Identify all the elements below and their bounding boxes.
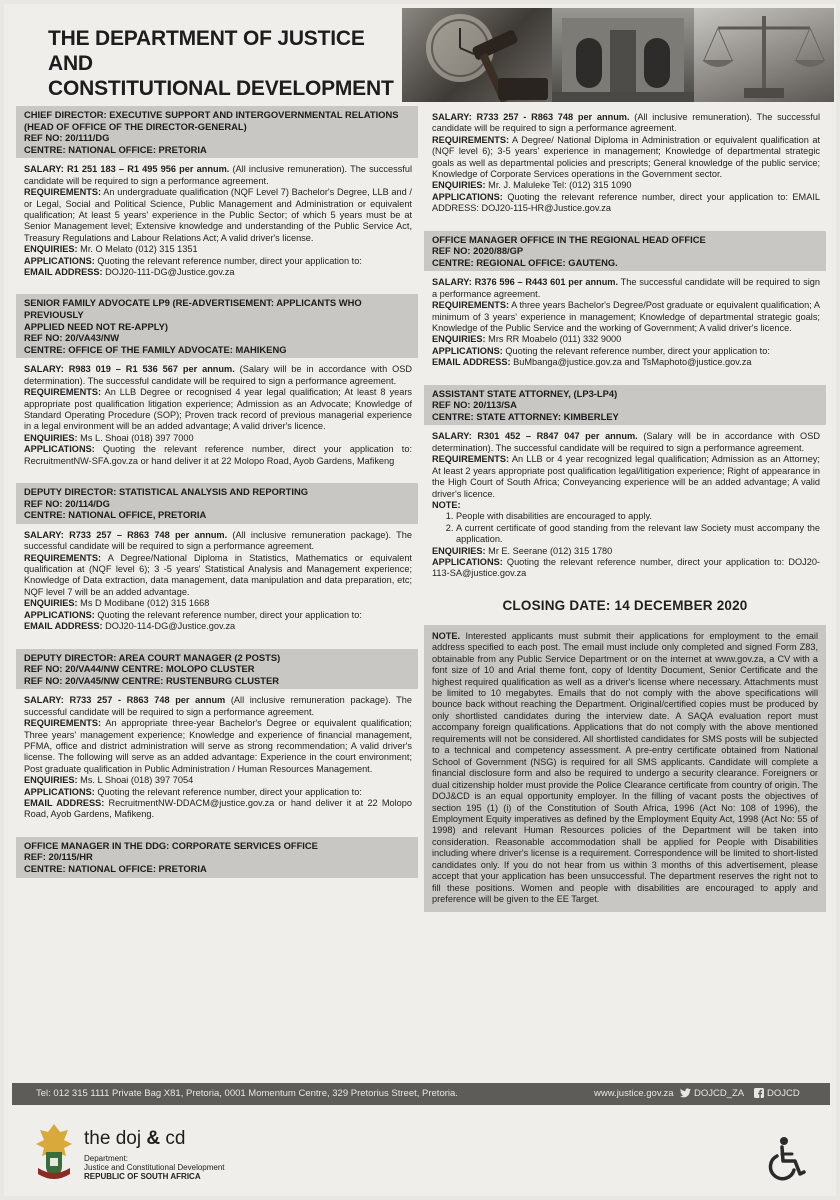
job-header	[16, 294, 418, 358]
job-office-manager-ddg	[16, 837, 418, 878]
job-body	[16, 158, 418, 282]
ref-no: REF NO: 20/111/DG	[24, 132, 110, 144]
job-area-court-manager	[16, 649, 418, 825]
salary-text: The successful candidate will be required to sign a performance agreement.	[432, 277, 820, 299]
job-body	[424, 106, 826, 219]
email-label: EMAIL ADDRESS:	[432, 357, 511, 368]
salary-value: R1 251 183 – R1 495 956 per annum.	[67, 164, 230, 175]
salary-text: (Salary will be in accordance with OSD determination). The successful candidate will be required to sign a performance agreement.	[24, 364, 412, 386]
job-body	[16, 689, 418, 824]
job-title: OFFICE MANAGER IN THE DDG: CORPORATE SERVICES OFFICE	[24, 839, 318, 851]
contact-details: Tel: 012 315 1111 Private Bag X81, Pretoria, 0001 Momentum Centre, 329 Pretorius Street, Pretoria.	[36, 1088, 458, 1099]
enquiries-text: Mrs RR Moabelo (011) 332 9000	[485, 334, 622, 345]
applications-text: Quoting the relevant reference number, direct your application to:	[94, 609, 362, 620]
enquiries-text: Mr E. Seerane (012) 315 1780	[485, 545, 613, 556]
closing-date: CLOSING DATE: 14 DECEMBER 2020	[502, 597, 748, 613]
applications-text: Quoting the relevant reference number, direct your application to:	[94, 255, 362, 266]
left-column	[16, 106, 418, 890]
email-address[interactable]: BuMbanga@justice.gov.za and TsMaphoto@justice.gov.za	[510, 357, 752, 368]
note-label: NOTE.	[432, 630, 461, 641]
requirements-label: REQUIREMENTS:	[432, 454, 510, 465]
salary-label: SALARY:	[432, 112, 472, 122]
salary-text: (All inclusive remuneration). The successful candidate will be required to sign a performance agreement.	[432, 112, 820, 134]
enquiries-text: Ms L. Shoai (018) 397 7000	[77, 432, 194, 443]
applications-text: Quoting the relevant reference number, direct your application to:	[502, 345, 770, 356]
salary-label: SALARY:	[432, 431, 472, 442]
salary-text: (All inclusive remuneration package). The successful candidate will be required to sign a performance agreement.	[24, 695, 412, 717]
brand-name	[84, 1128, 185, 1150]
requirements-label: REQUIREMENTS:	[24, 187, 102, 198]
note-text: Interested applicants must submit their applications for employment to the email address specified to each post. The email must include only completed and signed Form Z83, obtainable from any Public Service Department or on the internet at www.gov.za, a CV with a font size of 10 and Arial theme font, copy of Identity Document, Senior Certificate and the highest required qualification as well as a driver's license where necessary. Attachments must be limited to 10 megabytes. Emails that do not comply with the above specifications will bounce back without reaching the Department. Original/certified copies must be produced by only shortlisted candidates during the interview date. A SAQA evaluation report must accompany foreign qualifications. Applications that do not comply with the above mentioned requirements will not be considered. All shortlisted candidates for SMS posts will be subjected to a technical and competency assessment. A pre-entry certificate obtained from National School of Government (NSG) is required for all SMS applicants. Candidate will complete a financial disclosure form and also be required to undergo a security clearance. Foreigners or dual citizenship holder must provide the Police Clearance certificate from country of origin. The DOJ&CD is an equal opportunity employer. In the filling of vacant posts the objectives of section 195 (1) (i) of the Constitution of South Africa, 1996 (Act No: 108 of 1996), the Employment Equity imperatives as defined by the Employment Equity Act, 1998 (Act No: 55 of 1998) and relevant Human Resources policies of the Department will be taken into consideration. Reasonable accommodation shall be applied for People with Disabilities including where driver's license is a requirement. Correspondence will be limited to short-listed candidates only. If you do not hear from us within 3 months of this advertisement, please accept that your application has been unsuccessful. The department reserves the right not to fill these positions. Women and people with disabilities are encouraged to apply and preference will be given to the EE Target.	[432, 630, 818, 905]
coat-of-arms-icon	[32, 1122, 76, 1184]
dept-name: Justice and Constitutional Development	[84, 1163, 225, 1172]
job-body	[424, 425, 826, 583]
twitter-handle: DOJCD_ZA	[694, 1088, 745, 1099]
requirements-label: REQUIREMENTS:	[432, 134, 510, 145]
applications-text: Quoting the relevant reference number, direct your application to: EMAIL ADDRESS: DOJ20-115-HR@Justice.gov.za	[432, 191, 820, 214]
applications-label: APPLICATIONS:	[24, 444, 95, 455]
header	[10, 8, 830, 102]
requirements-text: A Degree/ National Diploma in Administration or equivalent qualification at (NQF level 6); 3-5 years' experience in management; Knowledge of departmental strategic goals as well as departmental policies and prescripts; General knowledge of the public service; Knowledge of Corporate Services operations in the Government sector.	[432, 134, 820, 180]
requirements-label: REQUIREMENTS:	[432, 300, 510, 311]
email-label: EMAIL ADDRESS:	[24, 267, 103, 278]
email-label: EMAIL ADDRESS:	[24, 621, 103, 632]
requirements-text: An undergraduate qualification (NQF Level 7) Bachelor's Degree, LLB and / or Legal, Social and Political Science, Public Management and Administration or equivalent qualification; At least 5 years' experience in the Public Sector; of which 5 years must be at Senior Management level; Extensive knowledge and understanding of the Public Service Act, Treasury Regulations and Labour Relations Act; A valid driver's license.	[24, 187, 412, 243]
job-title-cont: (HEAD OF OFFICE OF THE DIRECTOR-GENERAL)	[24, 120, 247, 132]
email-label: EMAIL ADDRESS:	[24, 797, 105, 808]
job-header	[16, 649, 418, 690]
applications-label: APPLICATIONS:	[24, 786, 95, 797]
job-header	[16, 483, 418, 524]
enquiries-label: ENQUIRIES:	[24, 244, 78, 255]
job-header	[16, 106, 418, 158]
salary-label: SALARY:	[432, 277, 472, 288]
requirements-label: REQUIREMENTS:	[24, 718, 102, 729]
salary-label: SALARY:	[24, 164, 64, 175]
facebook-handle: DOJCD	[767, 1088, 800, 1099]
applications-label: APPLICATIONS:	[432, 556, 503, 567]
enquiries-label: ENQUIRIES:	[432, 334, 486, 345]
salary-value: R301 452 – R847 047 per annum.	[477, 431, 638, 442]
enquiries-text: Ms D Modibane (012) 315 1668	[77, 598, 210, 609]
salary-value: R733 257 - R863 748 per annum	[69, 695, 226, 706]
twitter-icon	[680, 1088, 691, 1098]
job-title-cont: APPLIED NEED NOT RE-APPLY)	[24, 320, 168, 332]
job-header	[16, 837, 418, 878]
dept-label: Department:	[84, 1154, 129, 1163]
requirements-label: REQUIREMENTS:	[24, 552, 102, 563]
ref-no: REF NO: 20/114/DG	[24, 497, 110, 509]
enquiries-label: ENQUIRIES:	[24, 432, 78, 443]
job-body	[16, 358, 418, 471]
centre: CENTRE: NATIONAL OFFICE: PRETORIA	[24, 862, 207, 874]
job-title: SENIOR FAMILY ADVOCATE LP9 (RE-ADVERTISEMENT: APPLICANTS WHO PREVIOUSLY	[24, 297, 362, 321]
title-line-1: THE DEPARTMENT OF JUSTICE AND	[48, 27, 365, 75]
email-address[interactable]: DOJ20-114-DG@Justice.gov.za	[102, 621, 236, 632]
job-header	[424, 385, 826, 426]
general-note	[424, 625, 826, 912]
enquiries-label: ENQUIRIES:	[24, 598, 78, 609]
ref-no: REF: 20/115/HR	[24, 851, 93, 863]
right-column	[424, 106, 826, 912]
centre: CENTRE: OFFICE OF THE FAMILY ADVOCATE: MAHIKENG	[24, 343, 287, 355]
applications-text: Quoting the relevant reference number, direct your application to: RecruitmentNW-SFA.gov.za or hand deliver it at 22 Molopo Road, Ayob Gardens, Mafikeng	[24, 444, 412, 466]
requirements-text: An LLB or 4 year recognized legal qualification; Admission as an Attorney; At least 2 years appropriate post qualification legal/litigation experience; Right of appearance in the High Court of South Africa; Conveyancing experience will be an added advantage; A valid driver's licence.	[432, 454, 820, 499]
salary-label: SALARY:	[24, 529, 64, 540]
page-title	[48, 26, 398, 101]
enquiries-label: ENQUIRIES:	[24, 775, 78, 786]
brand-cd: cd	[165, 1128, 186, 1149]
job-title: DEPUTY DIRECTOR: AREA COURT MANAGER (2 POSTS)	[24, 651, 281, 663]
job-header	[424, 231, 826, 272]
twitter-link[interactable]	[680, 1083, 744, 1105]
requirements-label: REQUIREMENTS:	[24, 387, 102, 398]
ref-no: REF NO: 20/VA45/NW CENTRE: RUSTENBURG CLUSTER	[24, 674, 280, 686]
ref-no: REF NO: 20/VA43/NW	[24, 332, 120, 344]
centre: CENTRE: REGIONAL OFFICE: GAUTENG.	[432, 256, 618, 268]
requirements-text: An LLB Degree or recognised 4 year legal qualification; At least 8 years appropriate post qualification litigation experience; Admission as an Advocate; Knowledge of Standard Operating Procedure (SOP); Proven track record of previous managerial experience in a legal environment will be an added advantage; A valid driver's licence.	[24, 387, 412, 432]
note-label: NOTE:	[432, 499, 461, 510]
note-item: 2. A current certificate of good standing from the relevant law Society must accompany the application.	[456, 523, 820, 546]
job-title: ASSISTANT STATE ATTORNEY, (LP3-LP4)	[432, 387, 618, 399]
building-photo	[552, 8, 694, 102]
salary-value: R733 257 – R863 748 per annum.	[69, 529, 228, 540]
requirements-text: An appropriate three-year Bachelor's Degree or equivalent qualification; Three years' management experience; Knowledge and experience of financial management, PFMA, office and district administration will serve as strong recommendation; A valid driver's license. The following will serve as an added advantage: Experience in the court environment; Post graduate qualification in Public Administration / Human Resources Management.	[24, 718, 412, 774]
email-address[interactable]: DOJ20-111-DG@Justice.gov.za	[102, 267, 235, 278]
enquiries-text: Mr. O Melato (012) 315 1351	[77, 244, 198, 255]
note-item: 1. People with disabilities are encouraged to apply.	[456, 511, 820, 522]
scales-photo	[694, 8, 834, 102]
centre: CENTRE: NATIONAL OFFICE: PRETORIA	[24, 143, 207, 155]
applications-label: APPLICATIONS:	[432, 345, 503, 356]
job-body	[424, 271, 826, 372]
job-office-manager-regional	[424, 231, 826, 373]
country-name: REPUBLIC OF SOUTH AFRICA	[84, 1172, 201, 1181]
header-photo-strip	[402, 8, 834, 102]
salary-label: SALARY:	[24, 695, 64, 706]
brand-amp: &	[146, 1128, 161, 1149]
job-senior-family-advocate	[16, 294, 418, 471]
enquiries-label: ENQUIRIES:	[432, 180, 486, 191]
website-link[interactable]: www.justice.gov.za	[594, 1088, 674, 1099]
salary-value: R376 596 – R443 601 per annum.	[474, 277, 619, 288]
facebook-link[interactable]	[754, 1083, 800, 1105]
requirements-text: A three years Bachelor's Degree/Post graduate or equivalent qualification; A minimum of 3 years' experience in management; Knowledge of departmental strategic goals; Knowledge of the Public Service and the working of Government; A valid driver's licence.	[432, 300, 820, 334]
job-assistant-state-attorney	[424, 385, 826, 584]
job-title: OFFICE MANAGER OFFICE IN THE REGIONAL HEAD OFFICE	[432, 233, 706, 245]
ref-no: REF NO: 2020/88/GP	[432, 245, 524, 257]
doj-logo	[32, 1122, 332, 1192]
salary-value: R733 257 - R863 748 per annum.	[476, 112, 630, 122]
salary-text: (Salary will be in accordance with OSD determination). The successful candidate will be required to sign a performance agreement.	[432, 431, 820, 453]
job-deputy-director-statistics	[16, 483, 418, 636]
contact-bar	[12, 1083, 830, 1105]
applications-label: APPLICATIONS:	[24, 609, 95, 620]
facebook-icon	[754, 1088, 764, 1098]
centre: CENTRE: STATE ATTORNEY: KIMBERLEY	[432, 410, 619, 422]
salary-text: (All inclusive remuneration). The successful candidate will be required to sign a performance agreement.	[24, 164, 412, 186]
job-office-manager-ddg-continued	[424, 106, 826, 219]
salary-label: SALARY:	[24, 364, 64, 375]
wheelchair-icon	[764, 1134, 812, 1182]
requirements-text: A Degree/National Diploma in Statistics, Mathematics or equivalent qualification at (NQF level 6); 3 -5 years' Statistical Analysis and Management experience; Knowledge of Data extraction, data management, data manipulation and data preparation, etc; NQF level 7 will be an added advantage.	[24, 552, 412, 597]
job-body	[16, 524, 418, 637]
note-list	[432, 511, 820, 545]
enquiries-text: Mr. J. Maluleke Tel: (012) 315 1090	[485, 180, 632, 191]
centre: CENTRE: NATIONAL OFFICE, PRETORIA	[24, 509, 207, 521]
applications-text: Quoting the relevant reference number, direct your application to: DOJ20-113-SA@justice.gov.za	[432, 556, 820, 579]
gavel-clock-photo	[402, 8, 552, 102]
job-chief-director	[16, 106, 418, 282]
applications-text: Quoting the relevant reference number, direct your application to:	[94, 786, 362, 797]
ref-no: REF NO: 20/VA44/NW CENTRE: MOLOPO CLUSTER	[24, 663, 255, 675]
brand-doj: the doj	[84, 1128, 142, 1149]
salary-text: (All inclusive remuneration package). The successful candidate will be required to sign a performance agreement.	[24, 529, 412, 552]
job-title: CHIEF DIRECTOR: EXECUTIVE SUPPORT AND INTERGOVERNMENTAL RELATIONS	[24, 109, 399, 120]
email-address[interactable]: RecruitmentNW-DDACM@justice.gov.za or hand deliver it at 22 Molopo Road, Ayob Gardens, Mafikeng.	[24, 797, 413, 820]
enquiries-label: ENQUIRIES:	[432, 545, 486, 556]
ref-no: REF NO: 20/113/SA	[432, 399, 517, 411]
applications-label: APPLICATIONS:	[24, 255, 95, 266]
salary-value: R983 019 – R1 536 567 per annum.	[68, 364, 235, 375]
applications-label: APPLICATIONS:	[432, 191, 503, 202]
title-line-2: CONSTITUTIONAL DEVELOPMENT	[48, 77, 394, 100]
job-title: DEPUTY DIRECTOR: STATISTICAL ANALYSIS AND REPORTING	[24, 486, 309, 498]
enquiries-text: Ms. L Shoai (018) 397 7054	[77, 775, 194, 786]
advertisement-page	[4, 4, 836, 1196]
